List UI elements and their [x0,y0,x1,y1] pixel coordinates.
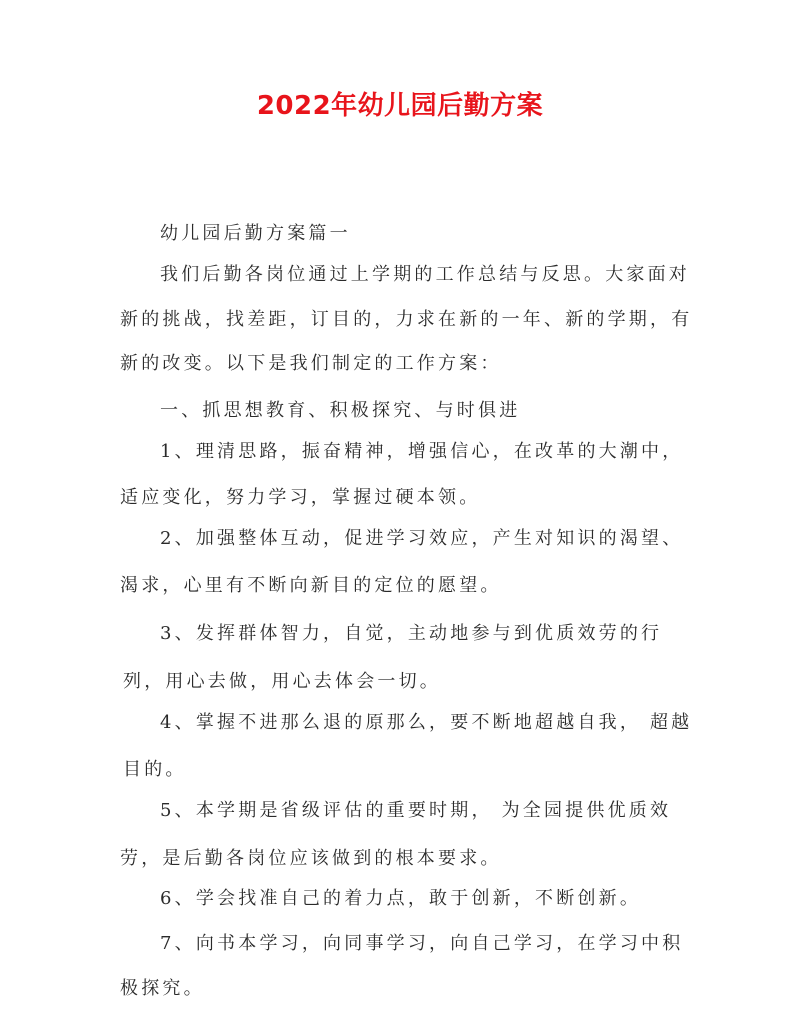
list-item-line: 6、学会找准自己的着力点，敢于创新，不断创新。 [160,888,642,909]
list-item-line: 渴求，心里有不断向新目的定位的愿望。 [120,575,502,596]
document-title: 2022年幼儿园后勤方案 [256,91,544,121]
list-item-line: 适应变化，努力学习，掌握过硬本领。 [120,487,481,508]
section-heading: 幼儿园后勤方案篇一 [160,223,351,244]
list-item-line: 7、向书本学习，向同事学习，向自己学习，在学习中积 [160,933,684,954]
list-item-line: 1、理清思路，振奋精神，增强信心，在改革的大潮中， [160,441,684,462]
list-item-line: 劳，是后勤各岗位应该做到的根本要求。 [120,848,502,869]
paragraph-line: 新的挑战，找差距，订目的，力求在新的一年、新的学期，有 [120,309,693,330]
list-item-line: 极探究。 [120,978,205,999]
list-item-line: 3、发挥群体智力，自觉，主动地参与到优质效劳的行 [160,623,663,644]
list-heading: 一、抓思想教育、积极探究、与时俱进 [160,400,521,421]
list-item-line: 4、掌握不进那么退的原那么，要不断地超越自我， 超越 [160,712,693,733]
paragraph-line: 新的改变。以下是我们制定的工作方案： [120,353,502,374]
list-item-line: 列，用心去做，用心去体会一切。 [123,671,441,692]
list-item-line: 目的。 [123,759,187,780]
list-item-line: 5、本学期是省级评估的重要时期， 为全园提供优质效 [160,800,672,821]
paragraph-line: 我们后勤各岗位通过上学期的工作总结与反思。大家面对 [160,264,690,285]
list-item-line: 2、加强整体互动，促进学习效应，产生对知识的渴望、 [160,528,684,549]
